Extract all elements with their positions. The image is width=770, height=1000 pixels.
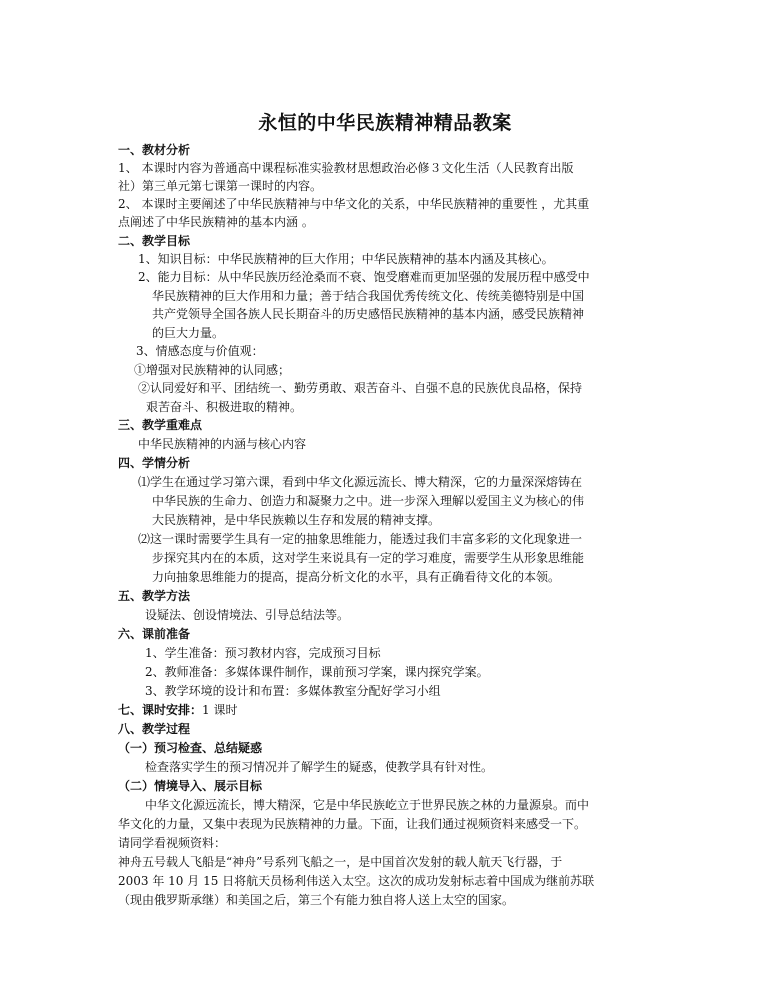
paragraph-line: 点阐述了中华民族精神的基本内涵 。 [118, 215, 314, 229]
paragraph-line: 的巨大力量。 [152, 326, 225, 340]
section-heading-key-points: 三、教学重难点 [118, 418, 203, 432]
paragraph-line: ⑵这一课时需要学生具有一定的抽象思维能力，能透过我们丰富多彩的文化现象进一 [138, 532, 583, 546]
paragraph-line: 检查落实学生的预习情况并了解学生的疑惑，使教学具有针对性。 [145, 760, 494, 774]
paragraph-line: ②认同爱好和平、团结统一、勤劳勇敢、艰苦奋斗、自强不息的民族优良品格，保持 [138, 381, 583, 395]
paragraph-line: （现由俄罗斯承继）和美国之后，第三个有能力独自将人送上太空的国家。 [118, 893, 515, 907]
paragraph-line: 中华文化源远流长，博大精深，它是中华民族屹立于世界民族之林的力量源泉。而中 [145, 798, 590, 812]
paragraph-line: 社）第三单元第七课第一课时的内容。 [118, 179, 323, 193]
paragraph-line: 2、教师准备：多媒体课件制作，课前预习学案，课内探究学案。 [145, 665, 489, 679]
paragraph-line: 1、学生准备：预习教材内容，完成预习目标 [145, 646, 381, 660]
paragraph-line: 2003 年 10 月 15 日将航天员杨利伟送入太空。这次的成功发射标志着中国成为继前苏联 [118, 874, 595, 888]
paragraph-line: 力向抽象思维能力的提高，提高分析文化的水平，具有正确看待文化的本领。 [152, 570, 561, 584]
section-heading-learning-analysis: 四、学情分析 [118, 456, 191, 470]
paragraph-line: ⑴学生在通过学习第六课，看到中华文化源远流长、博大精深，它的力量深深熔铸在 [138, 475, 583, 489]
section-class-hours [118, 701, 237, 719]
paragraph-line: 2、 本课时主要阐述了中华民族精神与中华文化的关系，中华民族精神的重要性 ，尤其重 [118, 197, 590, 211]
section-heading-teaching-goals: 二、教学目标 [118, 234, 191, 248]
paragraph-line: 1、 本课时内容为普通高中课程标准实验教材思想政治必修３文化生活（人民教育出版 [118, 161, 574, 175]
section-heading-teaching-process: 八、教学过程 [118, 722, 191, 736]
paragraph-line: ①增强对民族精神的认同感； [134, 363, 291, 377]
class-hours-value: 1 课时 [202, 703, 238, 717]
paragraph-line: 艰苦奋斗、积极进取的精神。 [146, 400, 303, 414]
paragraph-line: 华民族精神的巨大作用和力量；善于结合我国优秀传统文化、传统美德特别是中国 [152, 289, 585, 303]
paragraph-line: 3、教学环境的设计和布置：多媒体教室分配好学习小组 [145, 684, 441, 698]
paragraph-line: 3、情感态度与价值观： [136, 344, 264, 358]
paragraph-line: 2、能力目标：从中华民族历经沧桑而不衰、饱受磨难而更加坚强的发展历程中感受中 [138, 270, 590, 284]
subsection-heading-scenario-intro: （二）情境导入、展示目标 [118, 779, 263, 793]
document-title: 永恒的中华民族精神精品教案 [258, 112, 512, 134]
paragraph-line: 共产党领导全国各族人民长期奋斗的历史感悟民族精神的基本内涵，感受民族精神 [152, 307, 585, 321]
paragraph-line: 1、知识目标：中华民族精神的巨大作用；中华民族精神的基本内涵及其核心。 [138, 252, 554, 266]
section-heading-textbook-analysis: 一、教材分析 [118, 143, 191, 157]
section-heading-preparation: 六、课前准备 [118, 627, 191, 641]
paragraph-line: 设疑法、创设情境法、引导总结法等。 [145, 608, 350, 622]
paragraph-line: 中华民族的生命力、创造力和凝聚力之中。进一步深入理解以爱国主义为核心的伟 [152, 494, 585, 508]
paragraph-line: 神舟五号载人飞船是“神舟”号系列飞船之一，是中国首次发射的载人航天飞行器，于 [118, 855, 563, 869]
paragraph-line: 请同学看视频资料： [118, 836, 227, 850]
paragraph-line: 华文化的力量，又集中表现为民族精神的力量。下面，让我们通过视频资料来感受一下。 [118, 817, 587, 831]
section-heading-class-hours: 七、课时安排： [118, 703, 203, 717]
paragraph-line: 大民族精神，是中华民族赖以生存和发展的精神支撑。 [152, 513, 441, 527]
paragraph-line: 步探究其内在的本质，这对学生来说具有一定的学习难度，需要学生从形象思维能 [152, 551, 585, 565]
subsection-heading-preview-check: （一）预习检查、总结疑惑 [118, 741, 263, 755]
section-heading-teaching-methods: 五、教学方法 [118, 589, 191, 603]
paragraph-line: 中华民族精神的内涵与核心内容 [138, 437, 307, 451]
